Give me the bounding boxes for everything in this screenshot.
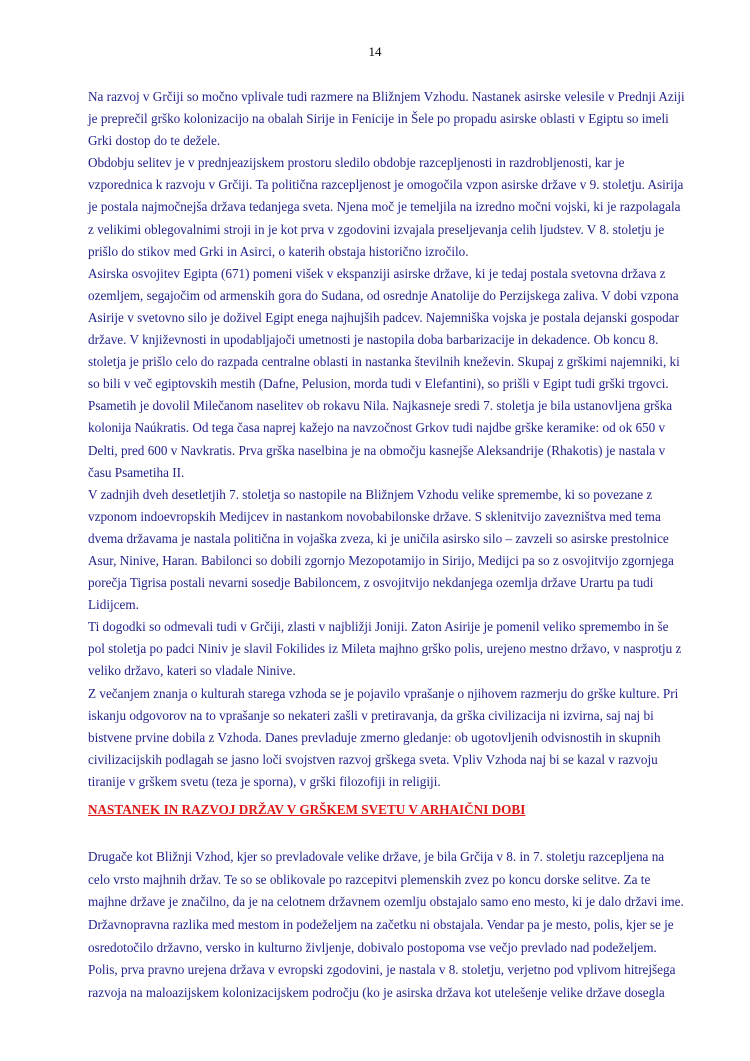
- text-line: Z večanjem znanja o kulturah starega vzhoda se je pojavilo vprašanje o njihovem razmerju do grške kulture. Pri: [88, 685, 679, 701]
- text-line: Polis, prva pravno urejena država v evropski zgodovini, je nastala v 8. stoletju, verjetno pod vplivom hitrejšega: [88, 962, 676, 978]
- text-line: vzponom indoevropskih Medijcev in nastankom novobabilonske države. S sklenitvijo zavezništva med tema: [88, 508, 661, 524]
- text-line: Asirije v svetovno silo je doživel Egipt enega najhujših padcev. Najemniška vojska je postala dejanski gospodar: [88, 309, 679, 325]
- text-line: Psametih je dovolil Milečanom naselitev ob rokavu Nila. Najkasneje sredi 7. stoletja je bila ustanovljena grška: [88, 398, 673, 414]
- text-line: celo vrsto majhnih držav. Te so se oblikovale po razcepitvi plemenskih zvez po koncu dorske selitve. Za te: [88, 871, 651, 887]
- text-line: Asur, Ninive, Haran. Babilonci so dobili zgornjo Mezopotamijo in Sirijo, Medijci pa so z osvojitvijo zgornjega: [88, 552, 674, 568]
- text-line: je preprečil grško kolonizacijo na obalah Sirije in Fenicije in Šele po propadu asirske oblasti v Egiptu so imeli: [88, 111, 669, 127]
- text-line: razvoja na maloazijskem kolonizacijskem področju (ko je asirska država kot utelešenje velike države dosegla: [88, 985, 665, 1001]
- text-line: Asirska osvojitev Egipta (671) pomeni višek v ekspanziji asirske države, ki je tedaj postala svetovna država z: [88, 265, 666, 281]
- text-line: času Psametiha II.: [88, 464, 185, 480]
- text-line: z velikimi oblegovalnimi stroji in je kot prva v zgodovini izvajala preseljevanja celih ljudstev. V 8. stoletju je: [88, 221, 665, 237]
- page-number: 14: [368, 44, 382, 59]
- text-line: V zadnjih dveh desetletjih 7. stoletja so nastopile na Bližnjem Vzhodu velike spremembe, ki so povezane z: [88, 486, 653, 502]
- text-line: Državnopravna razlika med mestom in podeželjem na začetku ni obstajala. Vendar pa je mesto, polis, kjer se je: [88, 917, 674, 933]
- text-line: pol stoletja po padci Niniv je slavil Fokilides iz Mileta majhno grško polis, urejeno mestno državo, v nasprotju z: [88, 641, 682, 657]
- text-line: kolonija Naúkratis. Od tega časa naprej kažejo na navzočnost Grkov tudi najdbe grške keramike: od ok 650 v: [88, 420, 666, 436]
- text-line: je postala najmočnejša država tedanjega sveta. Njena moč je temeljila na izredno močni vojski, ki je razpolagala: [88, 199, 681, 215]
- text-line: dvema državama je nastala politična in vojaška zveza, ki je uničila asirsko silo – zavzeli so asirske prestolnice: [88, 530, 669, 546]
- text-line: Delti, pred 600 v Navkratis. Prva grška naselbina je na območju kasnejše Aleksandrije (Rhakotis) je nastala v: [88, 442, 666, 458]
- text-line: Ti dogodki so odmevali tudi v Grčiji, zlasti v najbližji Joniji. Zaton Asirije je pomenil veliko spremembo in še: [88, 619, 669, 635]
- text-line: tiranije v grškem svetu (teza je sporna), v grški filozofiji in religiji.: [88, 773, 441, 789]
- text-line: prišlo do stikov med Grki in Asirci, o katerih obstaja historično izročilo.: [88, 243, 469, 259]
- text-line: Obdobju selitev je v prednjeazijskem prostoru sledilo obdobje razcepljenosti in razdrobljenosti, kar je: [88, 155, 625, 171]
- text-line: Na razvoj v Grčiji so močno vplivale tudi razmere na Bližnjem Vzhodu. Nastanek asirske velesile v Prednji Aziji: [88, 89, 685, 104]
- text-line: vzporednica k razvoju v Grčiji. Ta politična razcepljenost je omogočila vzpon asirske države v 9. stoletju. Asirija: [88, 177, 684, 193]
- text-line: osredotočilo državno, versko in kulturno življenje, dobivalo postopoma vse večjo prevlado nad podeželjem.: [88, 939, 657, 955]
- text-line: stoletja je prišlo celo do razpada centralne oblasti in nastanka številnih kneževin. Skupaj z grškimi najemniki, ki: [88, 354, 680, 370]
- text-line: Lidijcem.: [88, 597, 139, 613]
- text-line: majhne države je značilno, da je na celotnem državnem ozemlju obstajalo samo eno mesto, ki je dalo državi ime.: [88, 894, 684, 910]
- text-line: Grki dostop do te dežele.: [88, 133, 221, 149]
- body-text-section-1: [88, 86, 685, 793]
- text-line: veliko državo, kateri so vladale Ninive.: [88, 663, 296, 679]
- text-line: iskanju odgovorov na to vprašanje so nekateri zašli v pretiravanja, da grška civilizacija ni izvirna, saj naj bi: [88, 707, 654, 723]
- text-line: bistvene prvine dobila z Vzhoda. Danes prevladuje zmerno gledanje: ob ugotovljenih odvisnostih in skupnih: [88, 729, 661, 745]
- text-line: civilizacijskih podlagah se jasno loči svojstven razvoj grškega sveta. Vpliv Vzhoda naj bi se kazal v razvoju: [88, 751, 658, 767]
- text-line: so bili v več egiptovskih mestih (Dafne, Pelusion, morda tudi v Elefantini), so prišli v Egipt tudi grški trgovci.: [88, 376, 669, 392]
- text-line: Drugače kot Bližnji Vzhod, kjer so prevladovale velike države, je bila Grčija v 8. in 7. stoletju razcepljena na: [88, 849, 665, 864]
- text-line: porečja Tigrisa postali nevarni sosedje Babiloncem, z osvojitvijo nekdanjega ozemlja države Urartu pa tudi: [88, 575, 654, 591]
- text-line: države. V književnosti in upodabljajoči umetnosti je nastopila doba barbarizacije in dekadence. Ob koncu 8.: [88, 332, 659, 348]
- text-line: ozemljem, segajočim od armenskih gora do Sudana, od osrednje Anatolije do Perzijskega zaliva. V dobi vzpona: [88, 287, 679, 303]
- body-text-section-2: [88, 846, 684, 1005]
- section-heading: NASTANEK IN RAZVOJ DRŽAV V GRŠKEM SVETU V ARHAIČNI DOBI: [88, 802, 526, 817]
